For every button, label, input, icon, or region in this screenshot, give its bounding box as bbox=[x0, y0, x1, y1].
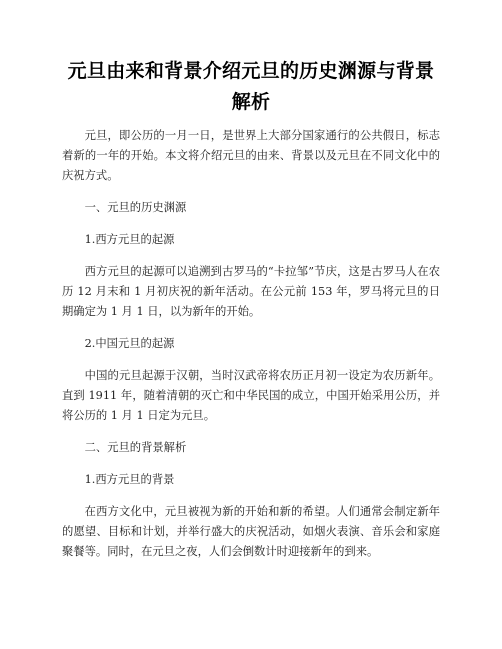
section-1-1-heading: 1.西方元旦的起源 bbox=[84, 233, 175, 246]
intro-paragraph: 元旦，即公历的一月一日，是世界上大部分国家通行的公共假日，标志着新的一年的开始。本文将介绍元旦的由来、背景以及元旦在不同文化中的庆祝方式。 bbox=[62, 129, 440, 182]
section-2-1-paragraph: 在西方文化中，元旦被视为新的开始和新的希望。人们通常会制定新年的愿望、目标和计划，并举行盛大的庆祝活动，如烟火表演、音乐会和家庭聚餐等。同时，在元旦之夜，人们会倒数计时迎接新年的到来。 bbox=[62, 505, 440, 558]
section-1-1-paragraph: 西方元旦的起源可以追溯到古罗马的“卡拉邹”节庆，这是古罗马人在农历 12 月末和 1 月初庆祝的新年活动。在公元前 153 年，罗马将元旦的日期确定为 1 月 1 日，以为新年的开始。 bbox=[62, 265, 440, 318]
section-1-heading: 一、元旦的历史渊源 bbox=[84, 201, 187, 214]
section-2-1-heading: 1.西方元旦的背景 bbox=[84, 473, 175, 486]
section-1-2-paragraph: 中国的元旦起源于汉朝，当时汉武帝将农历正月初一设定为农历新年。直到 1911 年，随着清朝的灭亡和中华民国的成立，中国开始采用公历，并将公历的 1 月 1 日定为元旦。 bbox=[62, 369, 440, 422]
section-2-heading: 二、元旦的背景解析 bbox=[84, 441, 187, 454]
document-title: 元旦由来和背景介绍元旦的历史渊源与背景解析 bbox=[67, 60, 435, 113]
section-1-2-heading: 2.中国元旦的起源 bbox=[84, 337, 175, 350]
